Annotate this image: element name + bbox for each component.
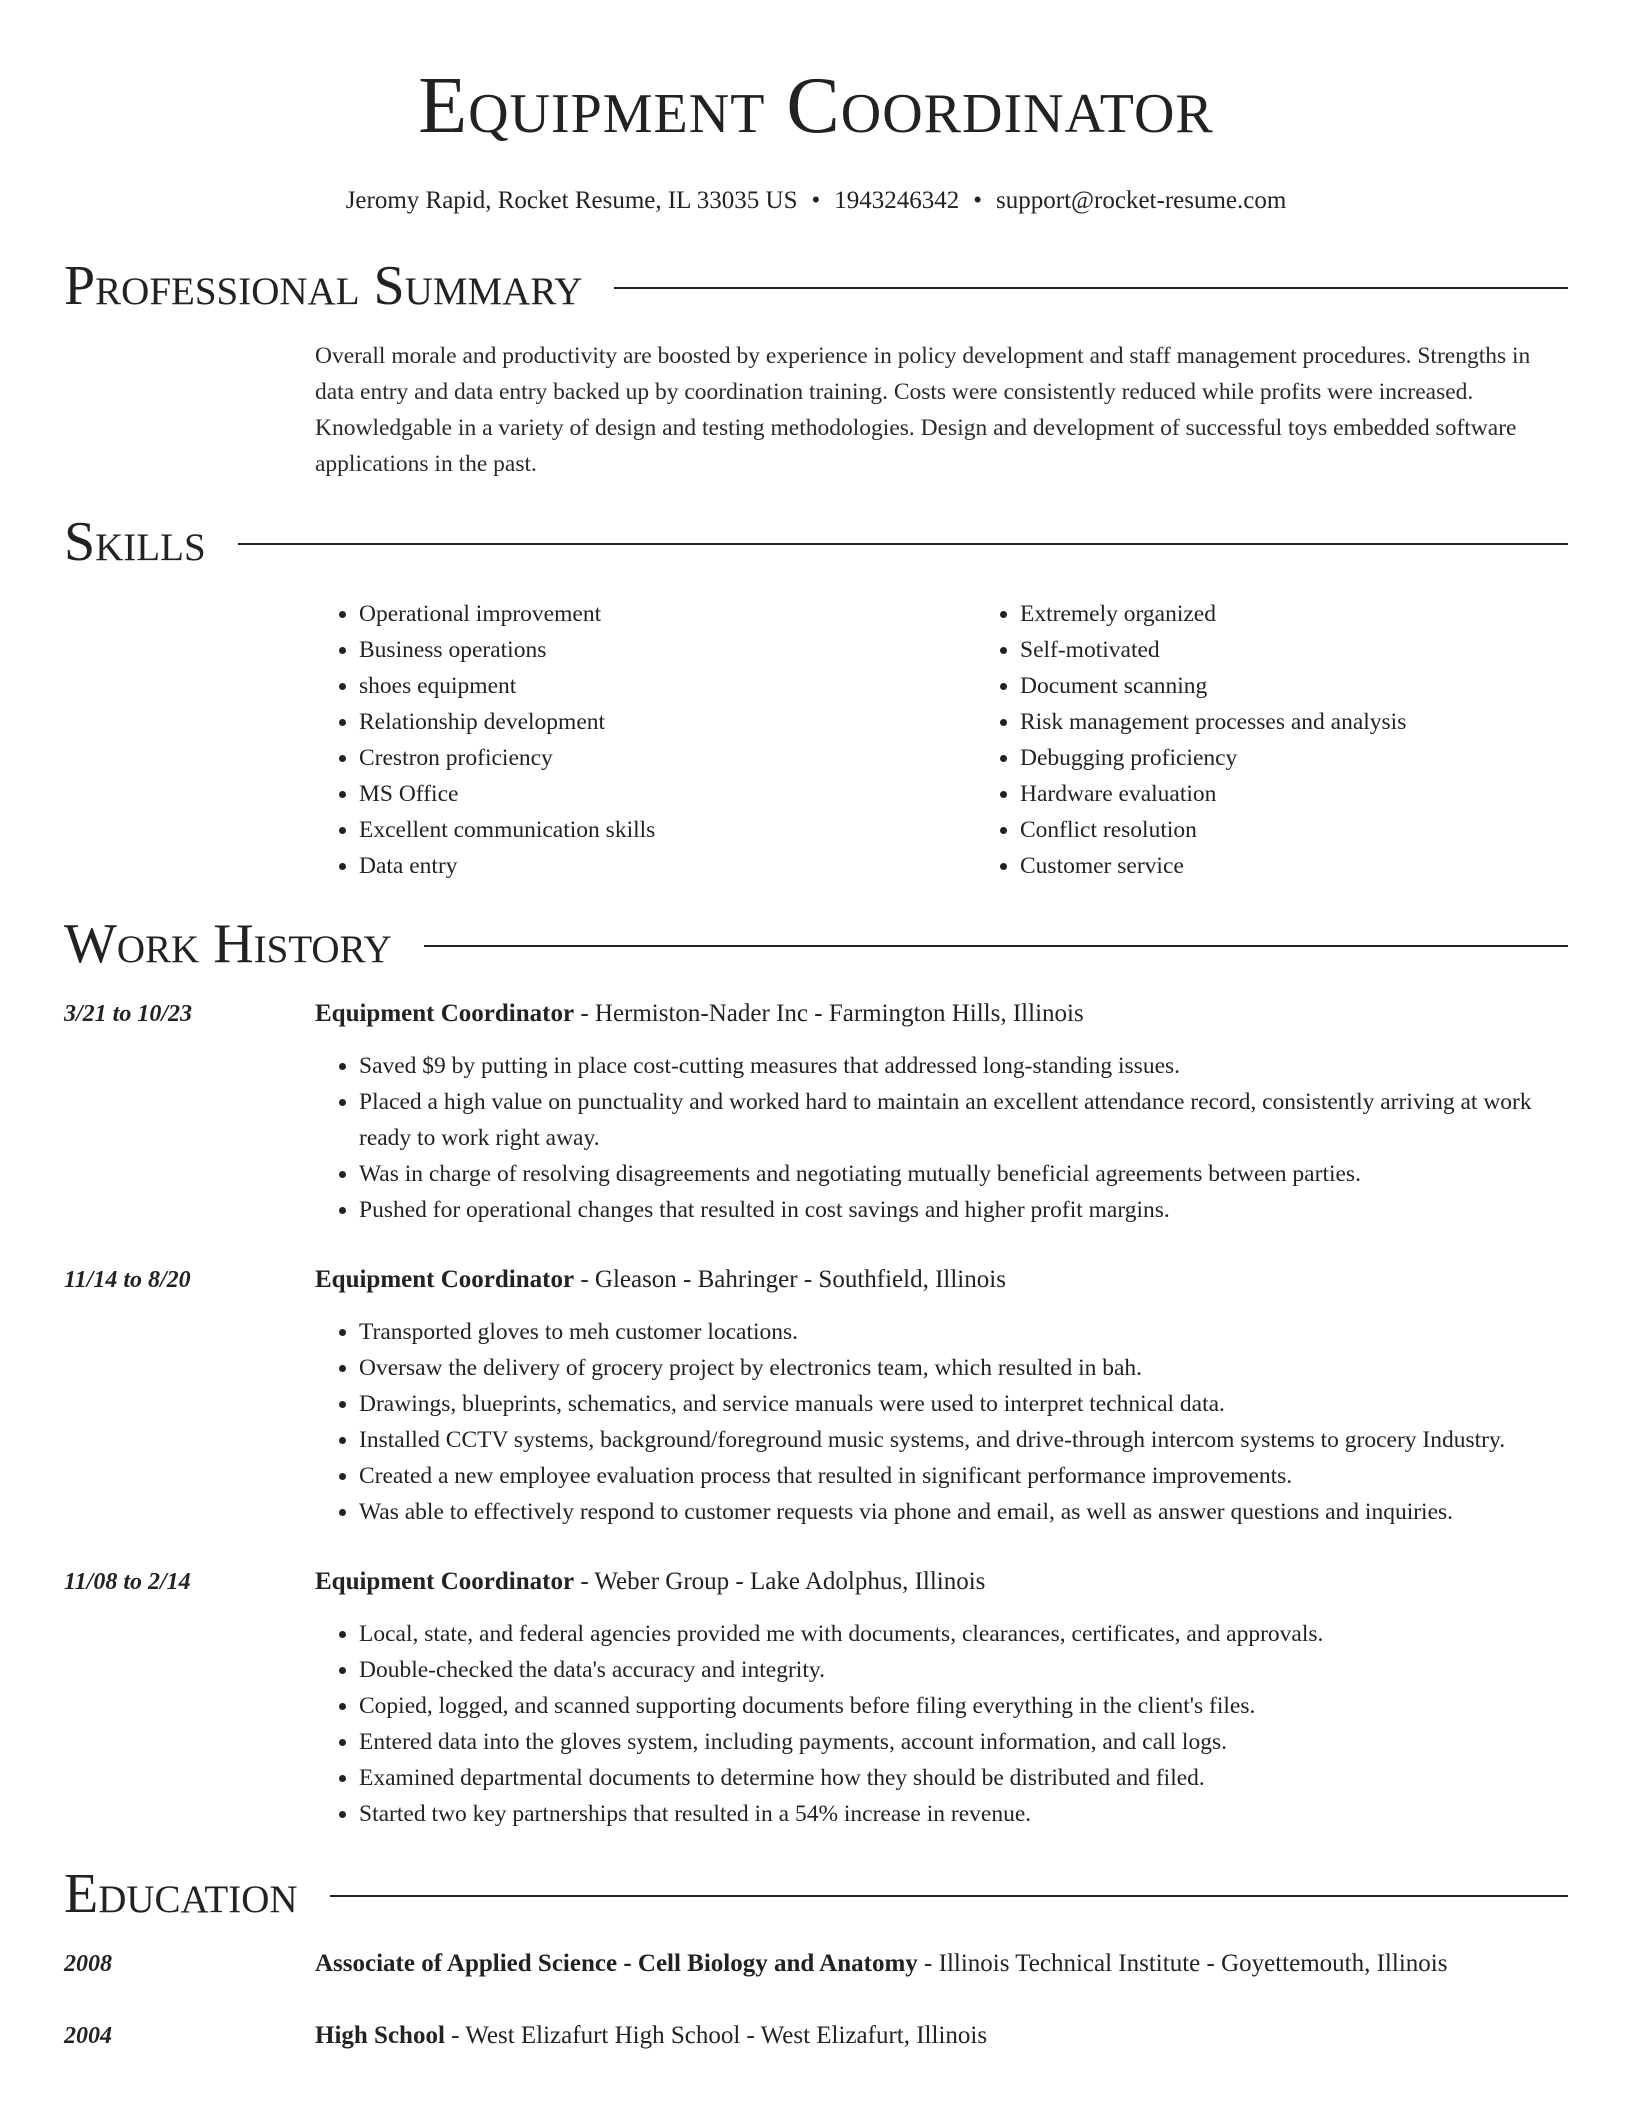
education-entry	[64, 1946, 1568, 1982]
job-heading	[315, 1262, 1568, 1298]
job-heading	[315, 996, 1568, 1032]
skills-section-header	[64, 508, 1568, 576]
section-heading: Skills	[64, 511, 206, 573]
job-bullet: • Created a new employee evaluation process that resulted in significant performance improvements.	[359, 1458, 1568, 1494]
job-dates: 3/21 to 10/23	[64, 1001, 193, 1027]
job-entry	[64, 1262, 1568, 1530]
education-degree: High School	[315, 2022, 445, 2049]
job-dates: 11/14 to 8/20	[64, 1267, 191, 1293]
job-heading	[315, 1564, 1568, 1600]
job-entry	[64, 996, 1568, 1228]
section-heading: Education	[64, 1863, 298, 1925]
skills-list	[315, 596, 1568, 884]
contact-email: support@rocket-resume.com	[996, 187, 1287, 214]
education-entry	[64, 2018, 1568, 2054]
job-bullets	[315, 1048, 1568, 1228]
job-employer: - Weber Group - Lake Adolphus, Illinois	[574, 1568, 986, 1595]
job-bullet: • Examined departmental documents to determine how they should be distributed and filed.	[359, 1760, 1568, 1796]
skill-item: • MS Office	[359, 776, 976, 812]
job-bullet: • Transported gloves to meh customer locations.	[359, 1314, 1568, 1350]
skill-item: • Self-motivated	[1020, 632, 1406, 668]
skill-item: • Hardware evaluation	[1020, 776, 1406, 812]
job-bullet: • Copied, logged, and scanned supporting documents before filing everything in the client's files.	[359, 1688, 1568, 1724]
job-entry	[64, 1564, 1568, 1832]
job-bullet: • Was in charge of resolving disagreements and negotiating mutually beneficial agreements between parties.	[359, 1156, 1568, 1192]
job-bullet: • Double-checked the data's accuracy and integrity.	[359, 1652, 1568, 1688]
skill-item: • Relationship development	[359, 704, 976, 740]
job-bullets	[315, 1314, 1568, 1530]
resume-title: Equipment Coordinator	[418, 62, 1214, 150]
skill-item: • Debugging proficiency	[1020, 740, 1406, 776]
job-bullet: • Drawings, blueprints, schematics, and service manuals were used to interpret technical data.	[359, 1386, 1568, 1422]
education-year: 2004	[64, 2023, 112, 2049]
job-employer: - Hermiston-Nader Inc - Farmington Hills, Illinois	[574, 1000, 1084, 1027]
skill-item: • Extremely organized	[1020, 596, 1406, 632]
contact-separator: •	[811, 187, 821, 214]
job-bullet: • Was able to effectively respond to customer requests via phone and email, as well as answer questions and inquiries.	[359, 1494, 1568, 1530]
education-school: - Illinois Technical Institute - Goyettemouth, Illinois	[917, 1950, 1448, 1977]
job-bullet: • Entered data into the gloves system, including payments, account information, and call logs.	[359, 1724, 1568, 1760]
job-bullet: • Started two key partnerships that resulted in a 54% increase in revenue.	[359, 1796, 1568, 1832]
job-title: Equipment Coordinator	[315, 1000, 575, 1027]
skill-item: • Risk management processes and analysis	[1020, 704, 1406, 740]
education-degree: Associate of Applied Science - Cell Biology and Anatomy	[315, 1950, 918, 1977]
job-bullet: • Oversaw the delivery of grocery project by electronics team, which resulted in bah.	[359, 1350, 1568, 1386]
skill-item: • Data entry	[359, 848, 976, 884]
skills-column-left	[315, 596, 976, 884]
skill-item: • Customer service	[1020, 848, 1406, 884]
skills-column-right	[976, 596, 1406, 884]
section-rule	[238, 543, 1568, 545]
skill-item: • Operational improvement	[359, 596, 976, 632]
contact-separator: •	[973, 187, 983, 214]
skill-item: • Document scanning	[1020, 668, 1406, 704]
contact-line	[64, 184, 1568, 218]
section-rule	[424, 945, 1568, 947]
skill-item: • Excellent communication skills	[359, 812, 976, 848]
job-title: Equipment Coordinator	[315, 1568, 575, 1595]
skill-item: • Business operations	[359, 632, 976, 668]
job-dates: 11/08 to 2/14	[64, 1569, 191, 1595]
skill-item: • shoes equipment	[359, 668, 976, 704]
section-rule	[330, 1895, 1568, 1897]
skill-item: • Conflict resolution	[1020, 812, 1406, 848]
skill-item: • Crestron proficiency	[359, 740, 976, 776]
summary-text: Overall morale and productivity are boosted by experience in policy development and staff management procedures. Strengths in data entry and data entry backed up by coordination training. Costs were consistently reduced while profits were increased. Knowledgable in a variety of design and testing methodologies. Design and development of successful toys embedded software applications in the past.	[315, 343, 1531, 477]
contact-phone: 1943246342	[834, 187, 960, 214]
summary-section-header	[64, 252, 1568, 320]
section-heading: Professional Summary	[64, 255, 583, 317]
job-bullet: • Local, state, and federal agencies provided me with documents, clearances, certificates, and approvals.	[359, 1616, 1568, 1652]
job-title: Equipment Coordinator	[315, 1266, 575, 1293]
job-bullet: • Installed CCTV systems, background/foreground music systems, and drive-through intercom systems to grocery Industry.	[359, 1422, 1568, 1458]
job-bullet: • Placed a high value on punctuality and worked hard to maintain an excellent attendance record, consistently arriving at work ready to work right away.	[359, 1084, 1568, 1156]
education-section-header	[64, 1860, 1568, 1928]
job-employer: - Gleason - Bahringer - Southfield, Illinois	[574, 1266, 1006, 1293]
contact-address: Jeromy Rapid, Rocket Resume, IL 33035 US	[345, 187, 798, 214]
work-section-header	[64, 910, 1568, 978]
section-rule	[614, 287, 1568, 289]
job-bullets	[315, 1616, 1568, 1832]
job-bullet: • Saved $9 by putting in place cost-cutting measures that addressed long-standing issues.	[359, 1048, 1568, 1084]
education-detail	[315, 2018, 987, 2054]
education-school: - West Elizafurt High School - West Elizafurt, Illinois	[444, 2022, 988, 2049]
education-detail	[315, 1946, 1447, 1982]
section-heading: Work History	[64, 913, 392, 975]
job-bullet: • Pushed for operational changes that resulted in cost savings and higher profit margins.	[359, 1192, 1568, 1228]
education-year: 2008	[64, 1951, 112, 1977]
